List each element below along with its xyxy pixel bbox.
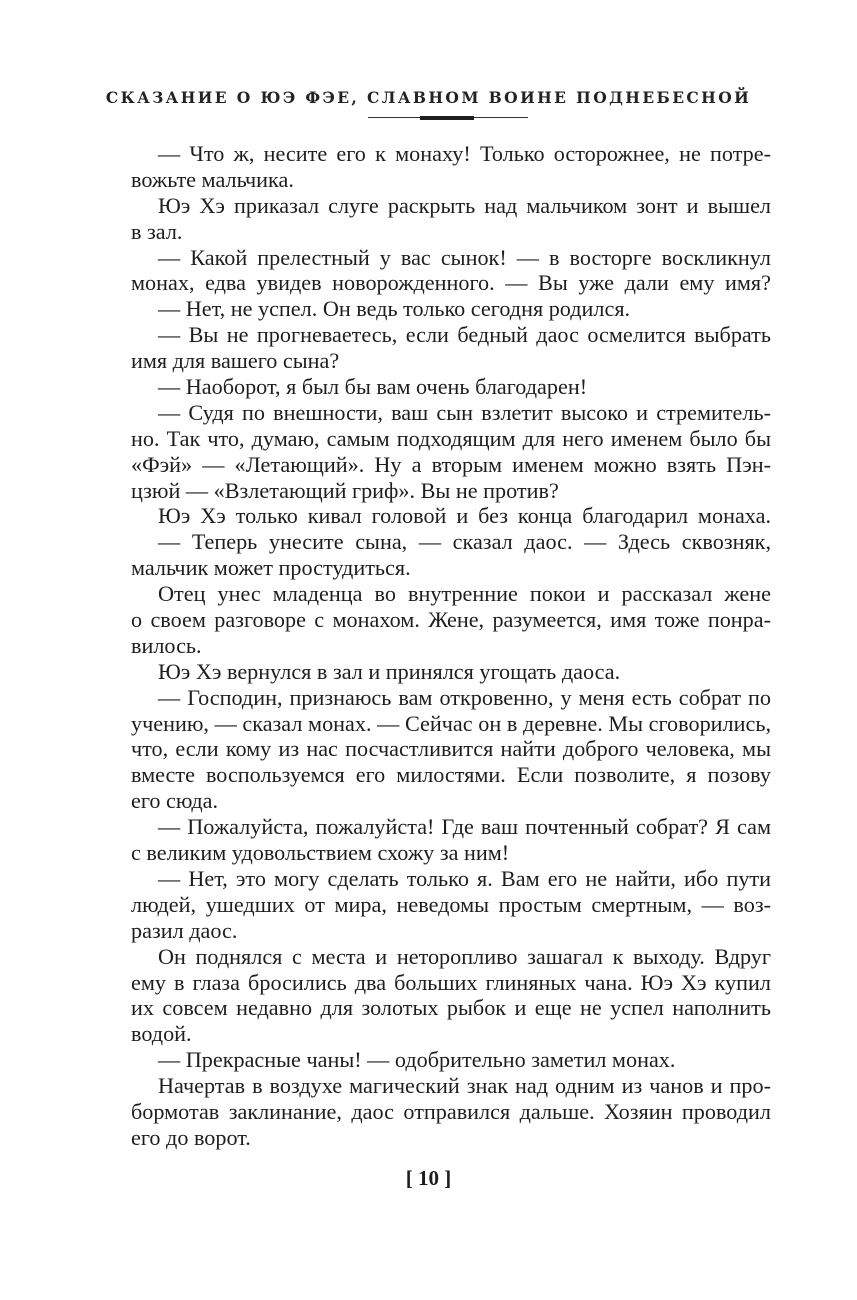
text-line: — Наоборот, я был бы вам очень благодарен! <box>158 374 588 400</box>
running-head: СКАЗАНИЕ О ЮЭ ФЭЕ, СЛАВНОМ ВОИНЕ ПОДНЕБЕСНОЙ <box>105 88 752 107</box>
text-line: о своем разговоре с монахом. Жене, разумеется, имя тоже понра- <box>131 607 771 633</box>
page-number-value: 10 <box>418 1166 439 1190</box>
text-line: Юэ Хэ только кивал головой и без конца благодарил монаха. <box>158 503 771 529</box>
text-line: — Теперь унесите сына, — сказал даос. — Здесь сквозняк, <box>158 529 771 555</box>
text-line: с великим удовольствием схожу за ним! <box>131 840 510 866</box>
text-line: Отец унес младенца во внутренние покои и рассказал жене <box>158 581 771 607</box>
header-rule-accent <box>420 116 474 120</box>
text-line: вожьте мальчика. <box>131 166 294 192</box>
folio-close-bracket: ] <box>444 1166 452 1190</box>
text-line: разил даос. <box>131 917 238 943</box>
text-line: — Нет, не успел. Он ведь только сегодня родился. <box>158 296 631 322</box>
text-line: его до ворот. <box>131 1124 251 1150</box>
text-line: — Пожалуйста, пожалуйста! Где ваш почтенный собрат? Я сам <box>158 814 771 840</box>
text-line: Он поднялся с места и неторопливо зашагал к выходу. Вдруг <box>158 943 771 969</box>
text-line: — Нет, это могу сделать только я. Вам его не найти, ибо пути <box>158 865 771 891</box>
text-line: имя для вашего сына? <box>131 348 340 374</box>
text-line: — Какой прелестный у вас сынок! — в восторге воскликнул <box>158 244 771 270</box>
text-line: бормотав заклинание, даос отправился дальше. Хозяин проводил <box>131 1098 771 1124</box>
text-line: — Судя по внешности, ваш сын взлетит высоко и стремитель- <box>158 399 771 425</box>
text-line: — Что ж, несите его к монаху! Только осторожнее, не потре- <box>158 141 771 166</box>
folio-open-bracket: [ <box>405 1166 413 1190</box>
text-line: его сюда. <box>131 788 219 814</box>
text-line: «Фэй» — «Летающий». Ну а вторым именем можно взять Пэн- <box>131 451 771 477</box>
text-line: что, если кому из нас посчастливится найти доброго человека, мы <box>131 736 771 762</box>
text-line: Юэ Хэ приказал слуге раскрыть над мальчиком зонт и вышел <box>158 192 771 218</box>
text-line: но. Так что, думаю, самым подходящим для него именем было бы <box>131 425 771 451</box>
text-line: Начертав в воздухе магический знак над одним из чанов и про- <box>158 1073 771 1099</box>
text-line: вместе воспользуемся его милостями. Если позволите, я позову <box>131 762 771 788</box>
page-number <box>0 1166 857 1191</box>
text-line: водой. <box>131 1021 192 1047</box>
text-line: учению, — сказал монах. — Сейчас он в деревне. Мы сговорились, <box>131 710 771 736</box>
text-line: Юэ Хэ вернулся в зал и принялся угощать даоса. <box>158 658 621 684</box>
text-line: мальчик может простудиться. <box>131 555 411 581</box>
text-line: монах, едва увидев новорожденного. — Вы уже дали ему имя? <box>131 270 771 296</box>
text-line: цзюй — «Взлетающий гриф». Вы не против? <box>131 477 559 503</box>
body-text <box>131 141 771 1151</box>
text-line: людей, ушедших от мира, неведомы простым смертным, — воз- <box>131 891 771 917</box>
text-line: — Господин, признаюсь вам откровенно, у меня есть собрат по <box>158 684 771 710</box>
text-line: ему в глаза бросились два больших глиняных чана. Юэ Хэ купил <box>131 969 771 995</box>
text-line: — Вы не прогневаетесь, если бедный даос осмелится выбрать <box>158 322 771 348</box>
text-line: в зал. <box>131 218 183 244</box>
text-line: их совсем недавно для золотых рыбок и еще не успел наполнить <box>131 995 771 1021</box>
text-line: вилось. <box>131 632 202 658</box>
text-line: — Прекрасные чаны! — одобрительно заметил монах. <box>158 1047 676 1073</box>
